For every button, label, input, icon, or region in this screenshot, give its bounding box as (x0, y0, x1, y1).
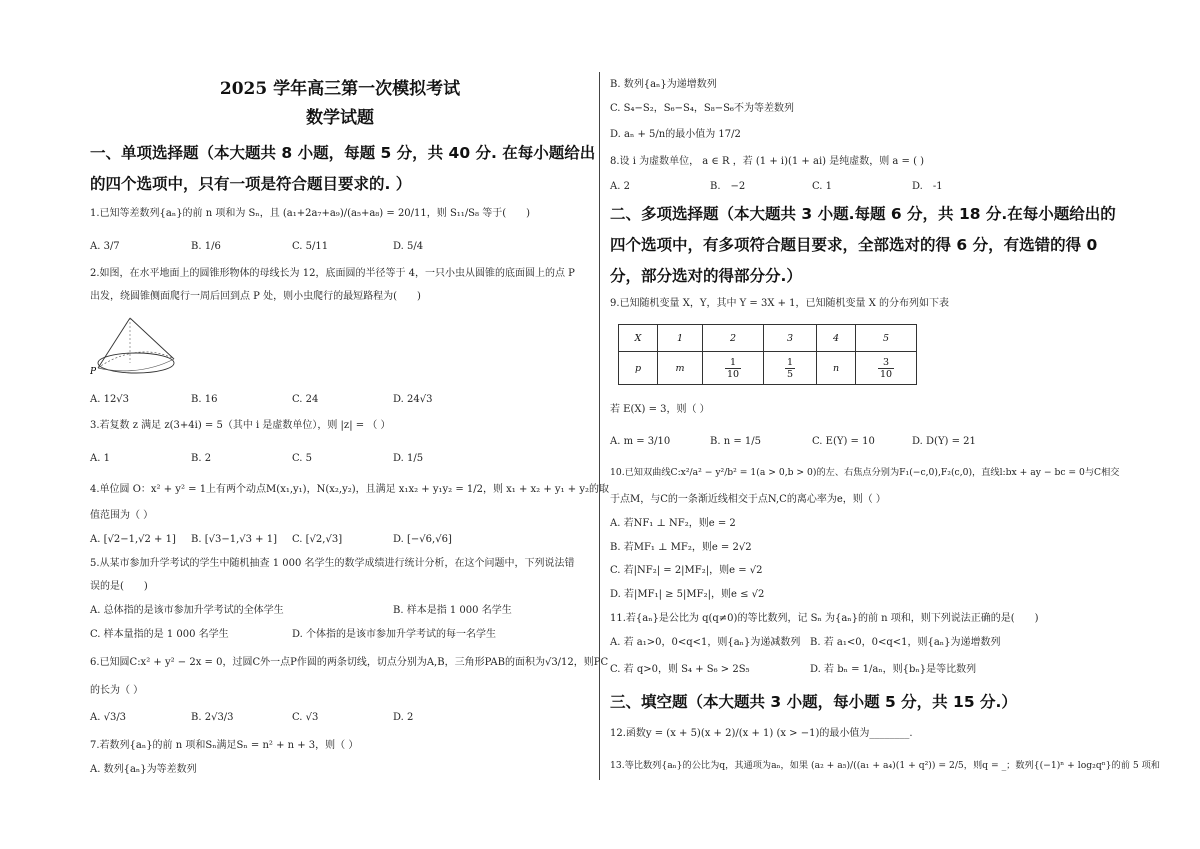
q11-option-a: A. 若 a₁>0，0<q<1，则{aₙ}为递减数列 (610, 637, 801, 648)
q11-option-c: C. 若 q>0，则 S₄ + S₆ > 2S₅ (610, 664, 750, 675)
section-2-heading-line2: 四个选项中，有多项符合题目要求，全部选对的得 6 分，有选错的得 0 (610, 236, 1098, 254)
q9-option-b: B. n = 1/5 (710, 436, 761, 447)
exam-title: 2025 学年高三第一次模拟考试 (219, 79, 461, 99)
q2-option-d: D. 24√3 (393, 394, 433, 405)
q9-option-c: C. E(Y) = 10 (812, 436, 875, 447)
q8-option-d: D. -1 (912, 181, 943, 192)
q5-option-b: B. 样本是指 1 000 名学生 (393, 605, 512, 616)
q4-option-a: A. [√2−1,√2 + 1] (90, 534, 176, 545)
q4-option-c: C. [√2,√3] (292, 534, 343, 545)
q11-option-b: B. 若 a₁<0，0<q<1，则{aₙ}为递增数列 (810, 637, 1001, 648)
fraction-3-10 (878, 357, 894, 380)
q8-option-b: B. −2 (710, 181, 746, 192)
table-cell: p (619, 352, 658, 385)
section-2-heading-line3: 分，部分选对的得部分分.） (610, 267, 802, 285)
q10-option-a: A. 若NF₁ ⊥ NF₂，则e = 2 (610, 518, 736, 529)
q7-option-d: D. aₙ + 5/n的最小值为 17/2 (610, 129, 741, 140)
fraction-denominator: 10 (726, 368, 740, 380)
q7-option-a: A. 数列{aₙ}为等差数列 (90, 764, 197, 775)
q10-stem-line2: 于点M，与C的一条渐近线相交于点N,C的离心率为e，则（ ） (610, 494, 886, 505)
q9-stem: 9.已知随机变量 X，Y，其中 Y = 3X + 1，已知随机变量 X 的分布列如下表 (610, 298, 950, 309)
table-cell: 4 (817, 325, 856, 352)
q5-option-d: D. 个体指的是该市参加升学考试的每一名学生 (292, 629, 497, 640)
table-cell: n (817, 352, 856, 385)
q11-option-d: D. 若 bₙ = 1/aₙ，则{bₙ}是等比数列 (810, 664, 977, 675)
q1-option-d: D. 5/4 (393, 241, 424, 252)
q12-stem: 12.函数y = (x + 5)(x + 2)/(x + 1) (x > −1)的最小值为________. (610, 728, 913, 739)
q3-option-d: D. 1/5 (393, 453, 424, 464)
q1-option-a: A. 3/7 (90, 241, 120, 252)
q6-stem-line2: 的长为（ ） (90, 685, 144, 696)
table-cell (764, 352, 817, 385)
fraction-numerator: 1 (786, 356, 794, 368)
q3-option-a: A. 1 (90, 453, 110, 464)
fraction-1-10 (725, 357, 741, 380)
q4-option-d: D. [−√6,√6] (393, 534, 452, 545)
table-cell: 5 (856, 325, 917, 352)
q4-stem-line2: 值范围为（ ） (90, 510, 154, 521)
q10-option-d: D. 若|MF₁| ≥ 5|MF₂|，则e ≤ √2 (610, 589, 765, 600)
fraction-1-5 (785, 357, 795, 380)
q5-stem-line1: 5.从某市参加升学考试的学生中随机抽查 1 000 名学生的数学成绩进行统计分析，在这个问题中，下列说法错 (90, 558, 575, 569)
q8-option-a: A. 2 (610, 181, 630, 192)
q2-option-a: A. 12√3 (90, 394, 130, 405)
table-cell (856, 352, 917, 385)
q5-option-a: A. 总体指的是该市参加升学考试的全体学生 (90, 605, 284, 616)
q13-stem: 13.等比数列{aₙ}的公比为q，其通项为aₙ，如果 (a₂ + a₅)/((a₁ + a₄)(1 + q²)) = 2/5，则q = _；数列{(−1)ⁿ + log₂qⁿ}的前 5 项和 (610, 760, 1160, 771)
table-cell: 2 (703, 325, 764, 352)
q3-option-c: C. 5 (292, 453, 313, 464)
section-1-heading-line2: 的四个选项中，只有一项是符合题目要求的. ） (90, 175, 412, 193)
q1-option-c: C. 5/11 (292, 241, 329, 252)
q9-condition: 若 E(X) = 3，则（ ） (610, 404, 710, 415)
q9-option-a: A. m = 3/10 (610, 436, 671, 447)
q2-option-b: B. 16 (191, 394, 218, 405)
q10-stem-line1: 10.已知双曲线C:x²/a² − y²/b² = 1(a > 0,b > 0)的左、右焦点分别为F₁(−c,0),F₂(c,0)，直线l:bx + ay − bc = 0与C相交 (610, 467, 1120, 478)
fraction-denominator: 5 (786, 368, 794, 380)
q8-option-c: C. 1 (812, 181, 833, 192)
q3-stem: 3.若复数 z 满足 z(3+4i) = 5（其中 i 是虚数单位），则 |z| = （ ） (90, 420, 391, 431)
q1-stem: 1.已知等差数列{aₙ}的前 n 项和为 Sₙ，且 (a₁+2a₇+a₉)/(a₅+a₈) = 20/11，则 S₁₁/S₈ 等于( ) (90, 208, 531, 219)
q2-stem-line1: 2.如图，在水平地面上的圆锥形物体的母线长为 12，底面圆的半径等于 4，一只小虫从圆锥的底面圆上的点 P (90, 268, 575, 279)
table-cell: m (658, 352, 703, 385)
q1-option-b: B. 1/6 (191, 241, 221, 252)
column-divider (599, 72, 600, 780)
q5-stem-line2: 误的是( ) (90, 581, 148, 592)
q6-option-a: A. √3/3 (90, 712, 127, 723)
q3-option-b: B. 2 (191, 453, 212, 464)
q6-stem-line1: 6.已知圆C:x² + y² − 2x = 0，过圆C外一点P作圆的两条切线，切点分别为A,B，三角形PAB的面积为√3/12，则PC (90, 657, 609, 668)
q7-option-b: B. 数列{aₙ}为递增数列 (610, 79, 717, 90)
q2-stem-line2: 出发，绕圆锥侧面爬行一周后回到点 P 处，则小虫爬行的最短路程为( ) (90, 291, 421, 302)
q10-option-b: B. 若MF₁ ⊥ MF₂，则e = 2√2 (610, 542, 752, 553)
q4-stem-line1: 4.单位圆 O：x² + y² = 1上有两个动点M(x₁,y₁)，N(x₂,y₂)，且满足 x₁x₂ + y₁y₂ = 1/2，则 x₁ + x₂ + y₁ + y₂的取 (90, 484, 609, 495)
q9-option-d: D. D(Y) = 21 (912, 436, 976, 447)
distribution-table (618, 324, 917, 385)
section-3-heading: 三、填空题（本大题共 3 小题，每小题 5 分，共 15 分.） (610, 693, 1017, 711)
q6-option-d: D. 2 (393, 712, 414, 723)
exam-subtitle: 数学试题 (306, 108, 374, 128)
table-row (619, 352, 917, 385)
q8-stem: 8.设 i 为虚数单位， a ∈ R ，若 (1 + i)(1 + ai) 是纯虚数，则 a = ( ) (610, 156, 925, 167)
table-row (619, 325, 917, 352)
table-cell: X (619, 325, 658, 352)
section-1-heading-line1: 一、单项选择题（本大题共 8 小题，每题 5 分，共 40 分. 在每小题给出 (90, 144, 596, 162)
table-cell (703, 352, 764, 385)
q7-option-c: C. S₄−S₂，S₆−S₄，S₈−S₆不为等差数列 (610, 103, 794, 114)
table-cell: 3 (764, 325, 817, 352)
fraction-numerator: 3 (878, 357, 894, 369)
q2-option-c: C. 24 (292, 394, 319, 405)
table-cell: 1 (658, 325, 703, 352)
cone-label-p: P (90, 367, 97, 377)
q6-option-b: B. 2√3/3 (191, 712, 234, 723)
cone-figure (90, 316, 182, 382)
q11-stem: 11.若{aₙ}是公比为 q(q≠0)的等比数列，记 Sₙ 为{aₙ}的前 n 项和，则下列说法正确的是( ) (610, 613, 1039, 624)
q10-option-c: C. 若|NF₂| = 2|MF₂|，则e = √2 (610, 565, 763, 576)
q6-option-c: C. √3 (292, 712, 319, 723)
fraction-numerator: 1 (725, 357, 741, 369)
q7-stem: 7.若数列{aₙ}的前 n 项和Sₙ满足Sₙ = n² + n + 3，则（ ） (90, 740, 359, 751)
q5-option-c: C. 样本量指的是 1 000 名学生 (90, 629, 229, 640)
section-2-heading-line1: 二、多项选择题（本大题共 3 小题.每题 6 分，共 18 分.在每小题给出的 (610, 205, 1116, 223)
q4-option-b: B. [√3−1,√3 + 1] (191, 534, 277, 545)
fraction-denominator: 10 (879, 368, 893, 380)
